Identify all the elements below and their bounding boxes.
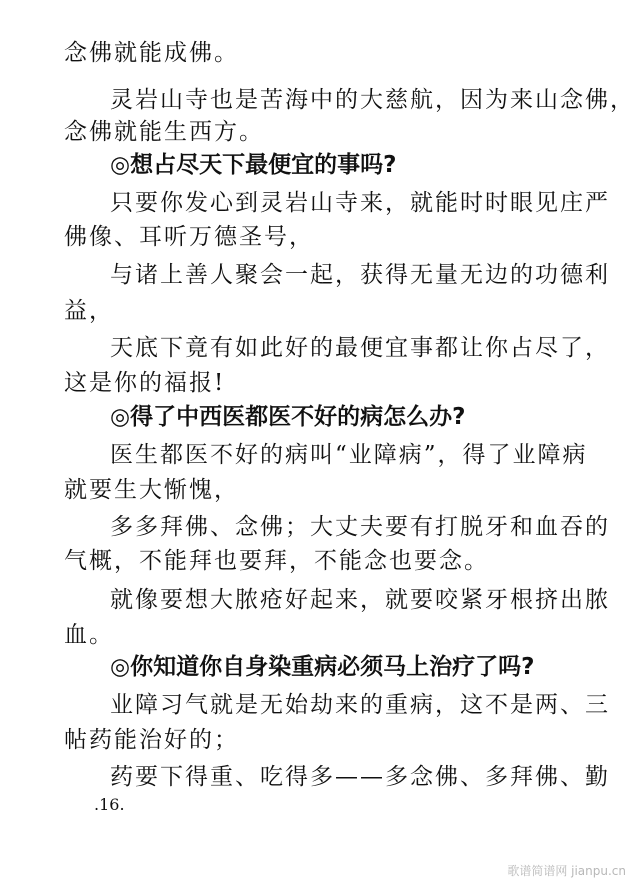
text-line-17: 血。: [64, 622, 114, 648]
text-line-19: 业障习气就是无始劫来的重病，这不是两、三: [110, 692, 610, 718]
text-line-6: 佛像、耳听万德圣号，: [64, 224, 314, 250]
text-line-8: 益，: [64, 298, 114, 324]
text-line-13: 就要生大惭愧，: [64, 477, 239, 503]
text-line-3: 念佛就能生西方。: [64, 119, 264, 145]
text-line-1: 念佛就能成佛。: [64, 40, 239, 66]
text-line-21: 药要下得重、吃得多——多念佛、多拜佛、勤: [110, 764, 610, 790]
text-line-9: 天底下竟有如此好的最便宜事都让你占尽了，: [110, 335, 610, 361]
text-line-5: 只要你发心到灵岩山寺来，就能时时眼见庄严: [110, 190, 610, 216]
text-line-14: 多多拜佛、念佛；大丈夫要有打脱牙和血吞的: [110, 514, 610, 540]
text-line-7: 与诸上善人聚会一起，获得无量无边的功德利: [110, 262, 610, 288]
text-line-10: 这是你的福报!: [64, 370, 226, 396]
section-heading-3: ◎你知道你自身染重病必须马上治疗了吗?: [110, 654, 535, 680]
section-heading-2: ◎得了中西医都医不好的病怎么办?: [110, 404, 466, 430]
page-number: .16.: [94, 795, 125, 814]
text-line-12: 医生都医不好的病叫“业障病”，得了业障病: [110, 442, 588, 468]
text-line-15: 气概，不能拜也要拜，不能念也要念。: [64, 548, 489, 574]
watermark: 歌谱简谱网 jianpu.cn: [507, 864, 626, 878]
section-heading-1: ◎想占尽天下最便宜的事吗?: [110, 152, 397, 178]
text-line-16: 就像要想大脓疮好起来，就要咬紧牙根挤出脓: [110, 587, 610, 613]
text-line-2: 灵岩山寺也是苦海中的大慈航，因为来山念佛，: [110, 87, 635, 113]
text-line-20: 帖药能治好的；: [64, 727, 239, 753]
